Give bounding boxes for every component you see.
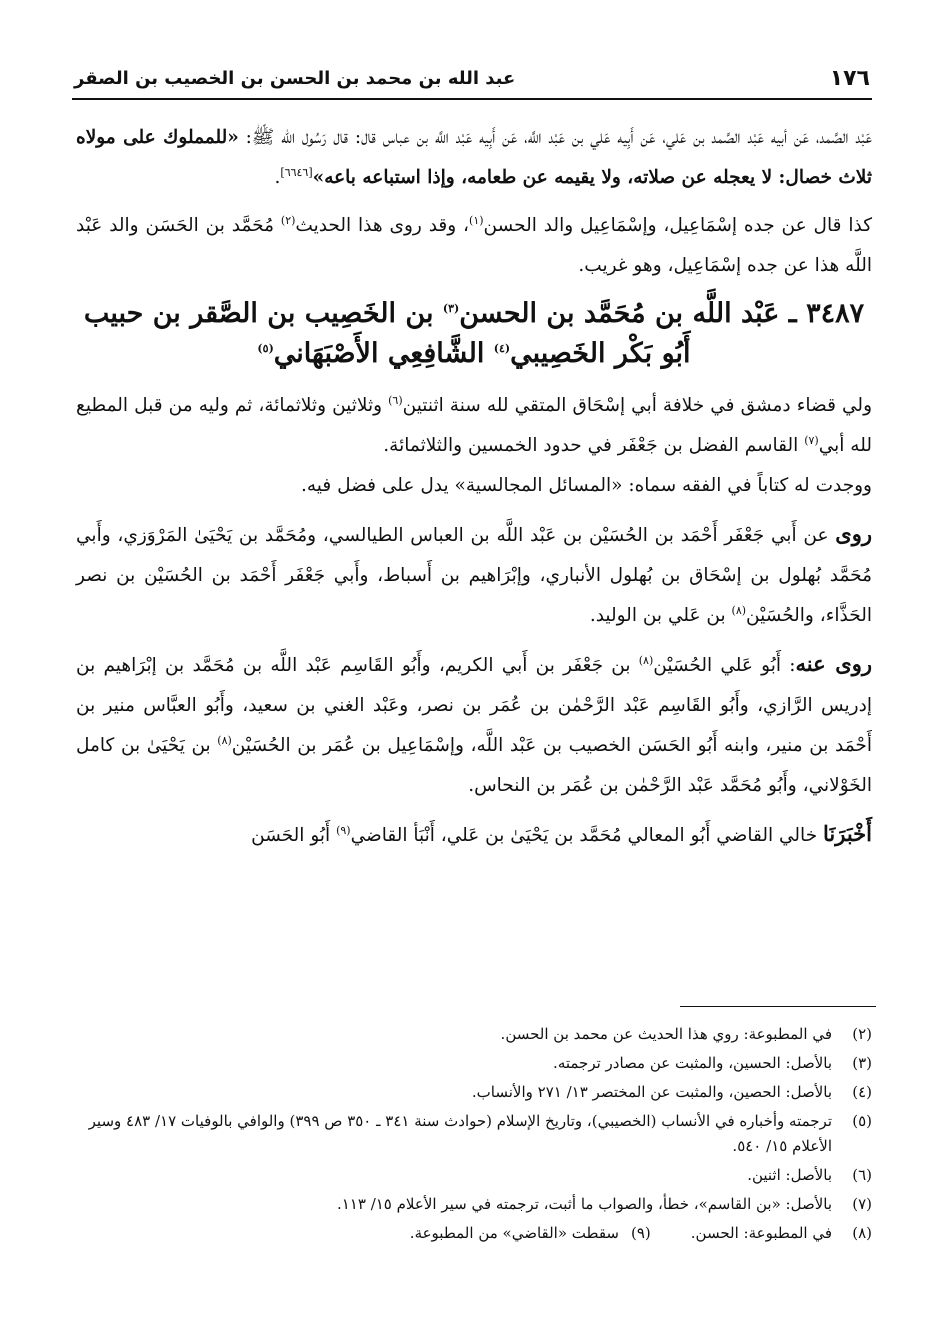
paragraph-comment (76, 206, 872, 286)
paragraph-text: عَبْد الصَّمد، عَن أبيه عَبْد الصَّمد بن عَلي، عَن أَبِيه عَلي بن عَبْد اللَّه، عَن أَبِيه عَبْد اللَّه بن عباس قال: قال رَسُول الله ﷺ: (238, 127, 872, 148)
entry-title-text: بن الخَصِيب بن الصَّقر بن حبيب أَبُو بَكْر الخَصِيبي (83, 298, 691, 369)
paragraph-text: ووجدت له كتاباً في الفقه سماه: «المسائل المجالسية» يدل على فضل فيه. (300, 475, 872, 496)
hadith-number: [٦٦٤٦] (280, 165, 313, 179)
footnote (80, 1109, 872, 1159)
paragraph-text: بن جَعْفَر بن أَبي الكريم، وأَبُو القَاسِم عَبْد اللَّه بن مُحَمَّد بن إبْرَاهيم بن إدريس الرَّازي، وأَبُو القَاسِم عَبْد الرَّحْمٰن بن عُمَر بن نصر، وعَبْد الغني بن سعيد، وأَبُو العبَّاس منير بن أَحْمَد بن منير، وابنه أَبُو الحَسَن الخصيب بن عَبْد اللَّه، وإسْمَاعِيل بن عُمَر بن الحُسَيْن (76, 655, 872, 756)
paragraph-hadith (76, 118, 872, 198)
footnote (80, 1163, 872, 1188)
footnote (80, 1221, 872, 1246)
hadith-quote: «للمملوك على مولاه ثلاث خصال: لا يعجله عن صلاته، ولا يقيمه عن طعامه، وإذا استباعه باعه» (76, 127, 872, 188)
keyword-rawa: روى (835, 521, 872, 546)
footnote-number: (٩) (630, 1224, 651, 1242)
paragraph-text: ولي قضاء دمشق في خلافة أبي إسْحَاق المتقي لله سنة اثنتين (402, 395, 872, 416)
footnote-ref: (٣) (442, 302, 460, 315)
entry-title-text: ٣٤٨٧ ـ عَبْد اللَّه بن مُحَمَّد بن الحسن (459, 298, 865, 329)
footnote-ref: (١) (469, 213, 484, 227)
paragraph-text: بن يَحْيَىٰ بن كامل الخَوْلاني، وأَبُو مُحَمَّد عَبْد الرَّحْمٰن بن عُمَر بن النحاس. (76, 735, 872, 796)
paragraph-text: كذا قال عن جده إسْمَاعِيل، وإسْمَاعِيل والد الحسن (483, 215, 872, 236)
footnote-number: (٣) (852, 1054, 872, 1072)
footnote-number: (٤) (852, 1083, 872, 1101)
entry-title (76, 294, 872, 374)
footnote-text: في المطبوعة: روي هذا الحديث عن محمد بن الحسن. (500, 1025, 832, 1043)
page-header (72, 58, 872, 100)
footnote-number: (٧) (852, 1195, 872, 1213)
paragraph-text: . (274, 167, 281, 188)
footnote (80, 1051, 872, 1076)
footnote-text: ترجمته وأخباره في الأنساب (الخصيبي)، وتاريخ الإسلام (حوادث سنة ٣٤١ ـ ٣٥٠ ص ٣٩٩) والوافي بالوفيات ١٧/ ٤٨٣ وسير الأعلام ١٥/ ٥٤٠. (88, 1112, 832, 1155)
footnote-text: بالأصل: الحصين، والمثبت عن المختصر ١٣/ ٢٧١ والأنساب. (471, 1083, 832, 1101)
paragraph-text: : أَبُو عَلي الحُسَيْن (653, 655, 796, 676)
footnote-number: (٥) (852, 1112, 872, 1130)
footnote-text: سقطت «القاضي» من المطبوعة. (409, 1224, 619, 1242)
footnote-ref: (٨) (731, 603, 747, 617)
paragraph-text: القاسم الفضل بن جَعْفَر في حدود الخمسين والثلاثمائة. (383, 435, 805, 456)
keyword-akhbarana: أَخْبَرَنَا (823, 821, 872, 846)
footnote-ref: (٤) (493, 342, 511, 355)
footnote-ref: (٨) (638, 653, 654, 667)
paragraph-text: عن أَبي جَعْفَر أَحْمَد بن الحُسَيْن بن عَبْد اللَّه بن العباس الطيالسي، ومُحَمَّد بن يَحْيَىٰ المَرْوَزي، وأَبي مُحَمَّد بُهلول بن إسْحَاق بن بُهلول الأنباري، وإبْرَاهيم بن أَسباط، وأَبي جَعْفَر أَحْمَد بن الحُسَيْن بن نصر الحَذَّاء، والحُسَيْن (76, 525, 872, 626)
footnote-number: (٦) (852, 1166, 872, 1184)
paragraph-isnad (76, 814, 872, 856)
footnote-ref: (٩) (336, 823, 351, 837)
paragraph-book (76, 466, 872, 506)
paragraph-text: وثلاثين وثلاثمائة، ثم وليه من قبل المطيع لله أبي (76, 395, 872, 456)
footnote-ref: (٦) (388, 393, 403, 407)
footnote-ref: (٢) (280, 213, 296, 227)
keyword-rawa-anhu: روى عنه (795, 651, 872, 676)
paragraph-text: أَبُو الحَسَن (251, 825, 337, 846)
footnote (80, 1022, 872, 1047)
footnote-text: بالأصل: الحسين، والمثبت عن مصادر ترجمته. (553, 1054, 832, 1072)
paragraph-narrated-by (76, 644, 872, 806)
footnote-ref: (٧) (804, 433, 819, 447)
footnotes (80, 1022, 872, 1250)
page-number: ١٧٦ (829, 66, 870, 91)
paragraph-text: مُحَمَّد بن الحَسَن والد عَبْد اللَّه هذا عن جده إسْمَاعِيل، وهو غريب. (76, 215, 872, 276)
footnote-text: في المطبوعة: الحسن. (690, 1224, 832, 1242)
paragraph-biography (76, 386, 872, 466)
footnote-number: (٢) (852, 1025, 872, 1043)
running-head: عبد الله بن محمد بن الحسن بن الخصيب بن الصقر (74, 68, 516, 89)
footnote (80, 1192, 872, 1217)
footnote (80, 1080, 872, 1105)
entry-title-text: الشَّافِعِي الأَصْبَهَاني (273, 338, 494, 369)
footnote-text: بالأصل: اثنين. (747, 1166, 832, 1184)
paragraph-text: خالي القاضي أَبُو المعالي مُحَمَّد بن يَحْيَىٰ بن عَلي، أَنْبَأ القاضي (350, 825, 824, 846)
main-text (76, 118, 872, 864)
footnote-ref: (٨) (217, 733, 232, 747)
footnote-ref: (٥) (257, 342, 274, 355)
footnote-divider (680, 1006, 876, 1007)
footnote-text: بالأصل: «بن القاسم»، خطأ، والصواب ما أثبت، ترجمته في سير الأعلام ١٥/ ١١٣. (336, 1195, 832, 1213)
paragraph-text: بن عَلي بن الوليد. (589, 605, 732, 626)
paragraph-narrated-from (76, 514, 872, 636)
paragraph-text: ، وقد روى هذا الحديث (295, 215, 470, 236)
footnote-number: (٨) (852, 1224, 872, 1242)
